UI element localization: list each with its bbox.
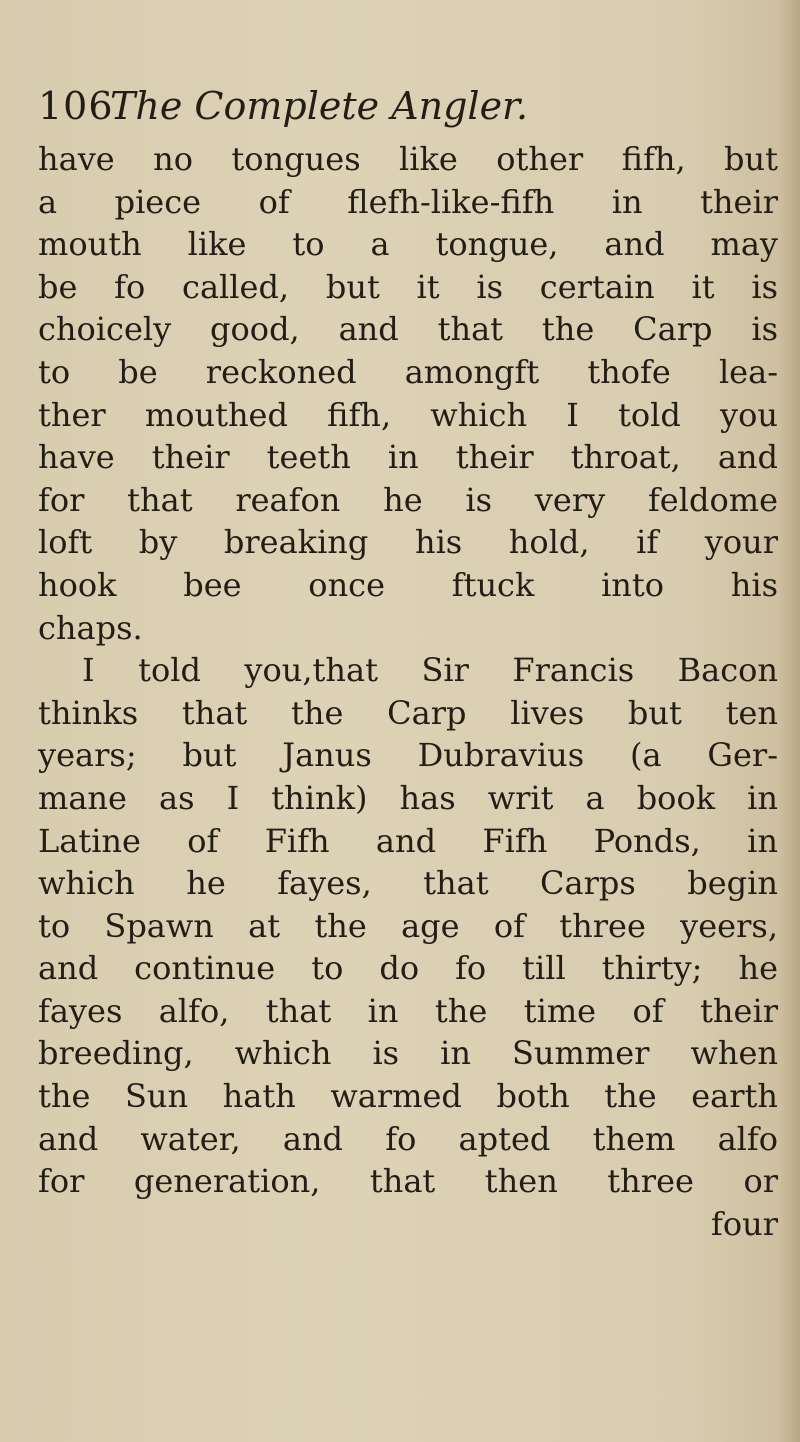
catchword: four bbox=[710, 1204, 778, 1243]
text-line: Latine of Fifh and Fifh Ponds, in bbox=[38, 821, 778, 860]
body-text bbox=[38, 138, 778, 1245]
text-line: I told you,that Sir Francis Bacon bbox=[82, 651, 778, 690]
text-line: and water, and fo apted them alfo bbox=[38, 1119, 778, 1158]
text-line: have their teeth in their throat, and bbox=[38, 438, 778, 477]
text-line: loft by breaking his hold, if your bbox=[38, 523, 778, 562]
text-line: for that reafon he is very feldome bbox=[38, 480, 778, 519]
text-line: for generation, that then three or bbox=[38, 1162, 778, 1201]
text-line: and continue to do fo till thirty; he bbox=[38, 949, 778, 988]
text-line: fayes alfo, that in the time of their bbox=[38, 991, 778, 1030]
running-title: The Complete Angler. bbox=[110, 84, 529, 128]
text-line: breeding, which is in Summer when bbox=[38, 1034, 778, 1073]
text-line: which he fayes, that Carps begin bbox=[38, 864, 778, 903]
text-line: to Spawn at the age of three yeers, bbox=[38, 906, 778, 945]
text-line: thinks that the Carp lives but ten bbox=[38, 693, 778, 732]
text-line: mane as I think) has writ a book in bbox=[38, 778, 778, 817]
page-edge-shadow bbox=[778, 0, 800, 1442]
text-line: mouth like to a tongue, and may bbox=[38, 225, 778, 264]
text-line: ther mouthed fifh, which I told you bbox=[38, 395, 778, 434]
text-line: chaps. bbox=[38, 608, 143, 647]
text-line: a piece of flefh-like-fifh in their bbox=[38, 182, 778, 221]
text-line: be fo called, but it is certain it is bbox=[38, 267, 778, 306]
text-line: have no tongues like other fifh, but bbox=[38, 140, 778, 178]
page-header bbox=[38, 84, 778, 144]
text-line: hook bee once ftuck into his bbox=[38, 565, 778, 604]
text-line: the Sun hath warmed both the earth bbox=[38, 1077, 778, 1116]
text-line: choicely good, and that the Carp is bbox=[38, 310, 778, 349]
text-line: to be reckoned amongft thofe lea- bbox=[38, 352, 778, 391]
page-number: 106 bbox=[38, 84, 114, 128]
text-line: years; but Janus Dubravius (a Ger- bbox=[38, 736, 778, 775]
